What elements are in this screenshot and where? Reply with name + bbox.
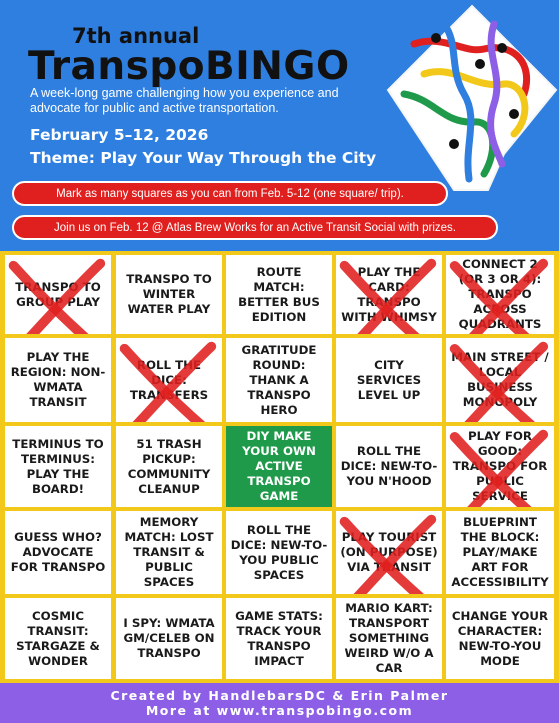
- bingo-square[interactable]: [226, 255, 332, 334]
- banner-mark-squares: Mark as many squares as you can from Feb. 5-12 (one square/ trip).: [12, 181, 448, 206]
- bingo-square-label: ROLL THE DICE: NEW-TO-YOU N'HOOD: [340, 444, 438, 488]
- footer-credit: Created by HandlebarsDC & Erin Palmer: [110, 688, 449, 703]
- bingo-square-label: PLAY FOR GOOD: TRANSPO FOR PUBLIC SERVICE: [452, 429, 548, 503]
- annual-edition: 7th annual: [72, 24, 200, 48]
- bingo-square-label: ROUTE MATCH: BETTER BUS EDITION: [238, 264, 320, 324]
- bingo-square[interactable]: [336, 426, 442, 507]
- page-title: TranspoBINGO: [28, 44, 350, 89]
- header: [0, 0, 559, 250]
- bingo-square[interactable]: [446, 511, 554, 594]
- bingo-square[interactable]: [336, 511, 442, 594]
- bingo-square[interactable]: [226, 598, 332, 679]
- bingo-square-label: PLAY THE CARD: TRANSPO WITH WHIMSY: [341, 264, 437, 324]
- bingo-square-label: TERMINUS TO TERMINUS: PLAY THE BOARD!: [12, 436, 104, 496]
- bingo-square-free[interactable]: [226, 426, 332, 507]
- bingo-square[interactable]: [116, 511, 222, 594]
- bingo-square-label: DIY MAKE YOUR OWN ACTIVE TRANSPO GAME: [242, 429, 316, 503]
- bingo-square[interactable]: [116, 338, 222, 422]
- bingo-square[interactable]: [116, 598, 222, 679]
- bingo-square[interactable]: [446, 598, 554, 679]
- bingo-square-label: MEMORY MATCH: LOST TRANSIT & PUBLIC SPACES: [124, 515, 214, 589]
- bingo-square[interactable]: [5, 255, 111, 334]
- event-theme: Theme: Play Your Way Through the City: [30, 149, 377, 167]
- bingo-square-label: 51 TRASH PICKUP: COMMUNITY CLEANUP: [127, 436, 211, 496]
- bingo-square-label: CHANGE YOUR CHARACTER: NEW-TO-YOU MODE: [451, 608, 549, 668]
- bingo-square[interactable]: [446, 255, 554, 334]
- bingo-square-label: CONNECT 2 (OR 3 OR 4): TRANSPO ACROSS QUADRANTS: [458, 257, 542, 331]
- bingo-square[interactable]: [336, 338, 442, 422]
- bingo-square-label: I SPY: WMATA GM/CELEB ON TRANSPO: [123, 616, 215, 660]
- bingo-square-label: PLAY TOURIST (ON PURPOSE) VIA TRANSIT: [340, 530, 438, 574]
- bingo-square-label: ROLL THE DICE: NEW-TO-YOU PUBLIC SPACES: [230, 522, 328, 582]
- description: A week-long game challenging how you experience and advocate for public and active transportation.: [30, 86, 339, 115]
- bingo-square-label: COSMIC TRANSIT: STARGAZE & WONDER: [16, 608, 100, 668]
- bingo-square[interactable]: [5, 598, 111, 679]
- bingo-square[interactable]: [5, 426, 111, 507]
- bingo-square-label: BLUEPRINT THE BLOCK: PLAY/MAKE ART FOR ACCESSIBILITY: [451, 515, 549, 589]
- bingo-square[interactable]: [226, 338, 332, 422]
- bingo-grid: [0, 251, 559, 683]
- bingo-square-label: CITY SERVICES LEVEL UP: [356, 357, 422, 402]
- bingo-square[interactable]: [336, 598, 442, 679]
- bingo-square-label: TRANSPO TO WINTER WATER PLAY: [126, 272, 212, 316]
- bingo-square[interactable]: [446, 426, 554, 507]
- event-dates: February 5–12, 2026: [30, 126, 209, 144]
- footer-website: More at www.transpobingo.com: [145, 703, 414, 718]
- bingo-square[interactable]: [446, 338, 554, 422]
- bingo-square-label: MAIN STREET / LOCAL BUSINESS MONOPOLY: [451, 350, 549, 409]
- bingo-square-label: TRANSPO TO GROUP PLAY: [15, 279, 101, 309]
- bingo-square-label: ROLL THE DICE: TRANSFERS: [129, 357, 209, 402]
- bingo-square-label: GUESS WHO? ADVOCATE FOR TRANSPO: [10, 530, 106, 574]
- bingo-square[interactable]: [116, 255, 222, 334]
- bingo-square[interactable]: [116, 426, 222, 507]
- bingo-square[interactable]: [5, 338, 111, 422]
- bingo-square-label: MARIO KART: TRANSPORT SOMETHING WEIRD W/O A CAR: [344, 601, 434, 675]
- footer: [0, 683, 559, 723]
- bingo-square-label: PLAY THE REGION: NON-WMATA TRANSIT: [10, 350, 106, 409]
- bingo-square[interactable]: [226, 511, 332, 594]
- game-board-map-illustration: [384, 4, 559, 192]
- bingo-square[interactable]: [5, 511, 111, 594]
- bingo-square-label: GAME STATS: TRACK YOUR TRANSPO IMPACT: [235, 608, 323, 668]
- banner-active-transit-social: Join us on Feb. 12 @ Atlas Brew Works for an Active Transit Social with prizes.: [12, 215, 498, 240]
- bingo-square[interactable]: [336, 255, 442, 334]
- bingo-square-label: GRATITUDE ROUND: THANK A TRANSPO HERO: [241, 342, 317, 417]
